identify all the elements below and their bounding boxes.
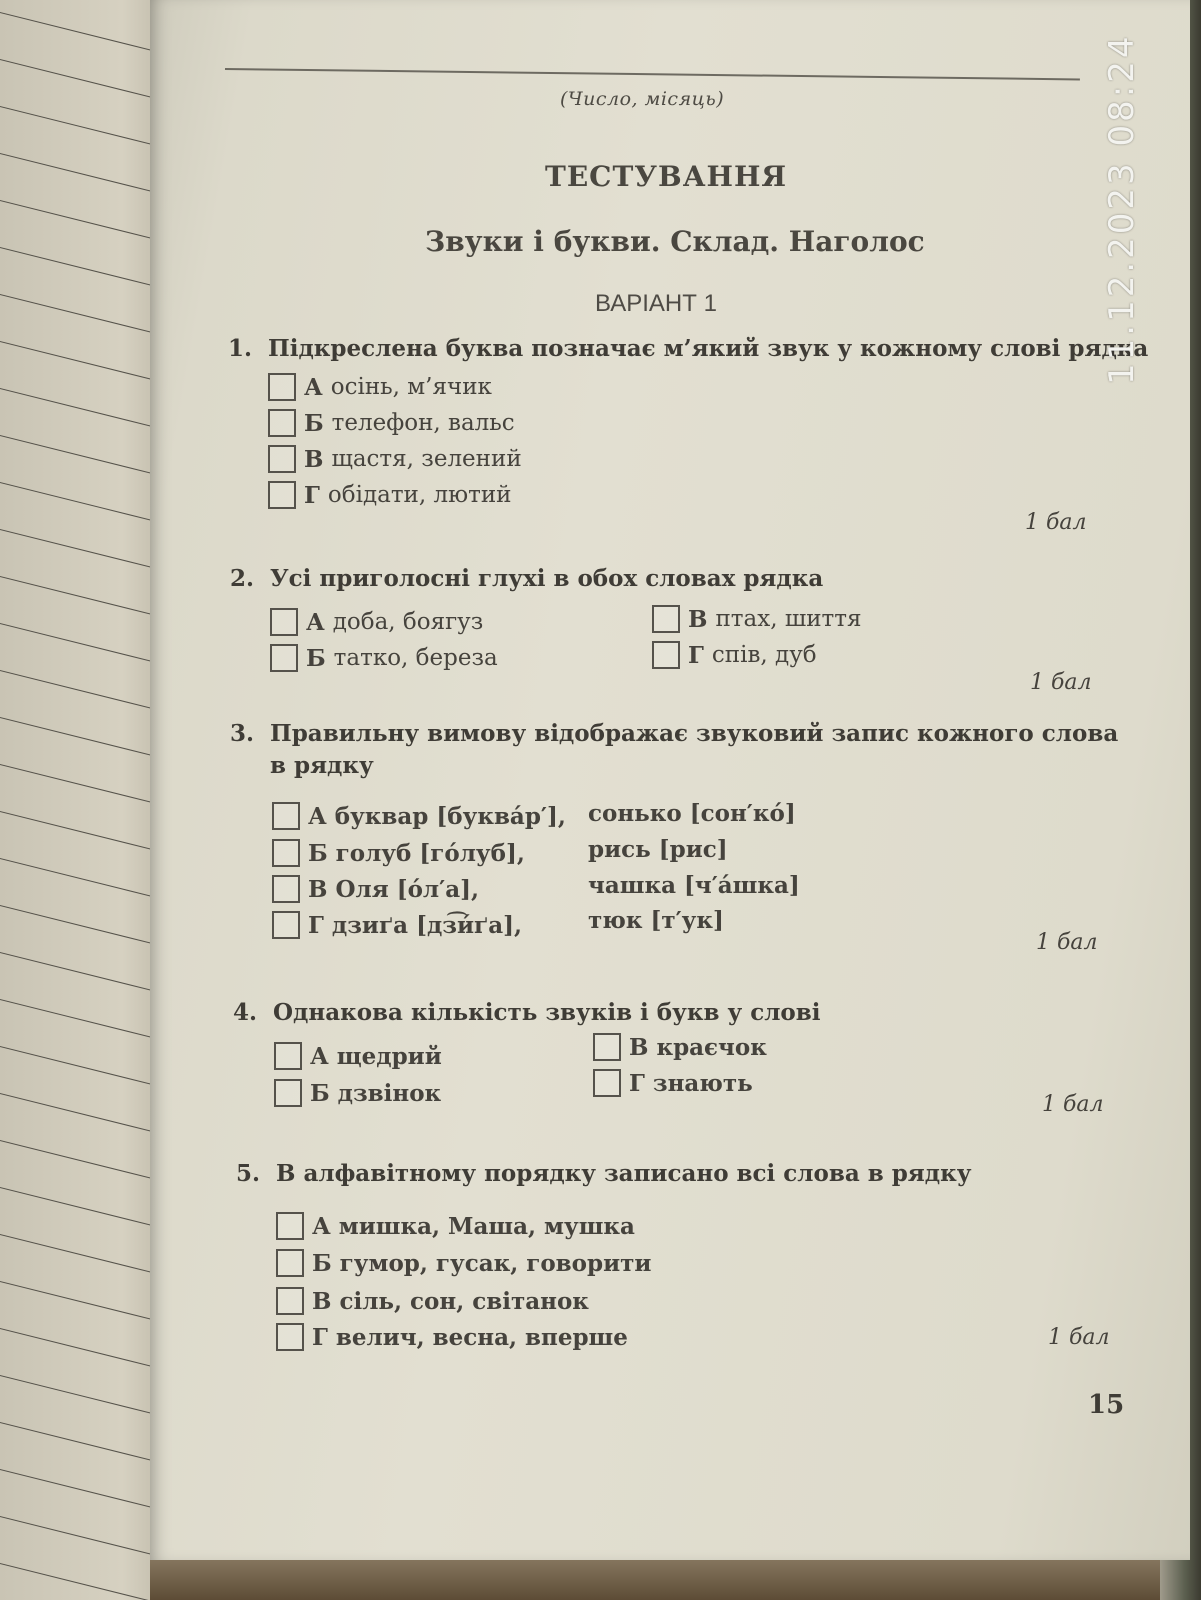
answer-checkbox[interactable] [272, 911, 300, 939]
notebook-rule-line [0, 623, 170, 666]
score-label: 1 бал [1030, 670, 1092, 695]
question-1 [228, 333, 1148, 365]
notebook-rule-line [0, 59, 170, 102]
option-letter: Г [629, 1069, 645, 1097]
option-text: осінь, м’ячик [330, 374, 492, 400]
notebook-rule-line [0, 12, 170, 55]
option-letter: А [310, 1042, 329, 1070]
option-letter: В [308, 875, 328, 903]
answer-checkbox[interactable] [272, 839, 300, 867]
notebook-rule-line [0, 1093, 170, 1136]
option-letter: Б [310, 1079, 330, 1107]
answer-checkbox[interactable] [276, 1323, 304, 1351]
notebook-rule-line [0, 1234, 170, 1277]
q4-option-b[interactable] [274, 1079, 441, 1107]
question-number: 5. [236, 1160, 261, 1187]
question-number: 2. [230, 565, 255, 592]
option-letter: В [312, 1287, 332, 1315]
score-label: 1 бал [1025, 510, 1087, 535]
answer-checkbox[interactable] [268, 373, 296, 401]
question-text: Правильну вимову відображає звуковий запис кожного слова [270, 720, 1119, 747]
answer-checkbox[interactable] [272, 875, 300, 903]
notebook-rule-line [0, 294, 170, 337]
q1-option-d[interactable] [268, 481, 512, 509]
question-text-cont: в рядку [270, 752, 374, 779]
answer-checkbox[interactable] [593, 1069, 621, 1097]
question-number: 4. [233, 999, 258, 1026]
answer-checkbox[interactable] [268, 481, 296, 509]
notebook-rule-line [0, 341, 170, 384]
q2-option-d[interactable] [652, 641, 817, 669]
option-letter: А [304, 373, 323, 401]
question-number: 3. [230, 720, 255, 747]
q4-option-c[interactable] [593, 1033, 767, 1061]
notebook-rule-line [0, 435, 170, 478]
q1-option-b[interactable] [268, 409, 515, 437]
notebook-rule-line [0, 1469, 170, 1512]
q3-option-c[interactable] [272, 875, 479, 903]
option-text: щедрий [336, 1042, 442, 1070]
q3-option-a-word2: сонько [сон′ко́] [588, 800, 796, 827]
option-text: знають [652, 1069, 753, 1097]
option-letter: В [304, 445, 324, 473]
option-letter: Б [308, 839, 328, 867]
option-letter: Г [304, 481, 320, 509]
page-subtitle: Звуки і букви. Склад. Наголос [425, 225, 925, 258]
q5-option-b[interactable] [276, 1249, 651, 1277]
q4-option-a[interactable] [274, 1042, 442, 1070]
notebook-rule-line [0, 106, 170, 149]
notebook-rule-line [0, 1281, 170, 1324]
q3-option-a[interactable] [272, 802, 566, 830]
option-letter: Б [312, 1249, 332, 1277]
notebook-rule-line [0, 1422, 170, 1465]
question-2 [230, 563, 823, 595]
option-text: гумор, гусак, говорити [339, 1249, 652, 1277]
notebook-rule-line [0, 952, 170, 995]
q3-option-b-word2: рись [рис] [588, 836, 728, 863]
notebook-rule-line [0, 764, 170, 807]
answer-checkbox[interactable] [276, 1249, 304, 1277]
option-text: обідати, лютий [327, 482, 512, 508]
answer-checkbox[interactable] [268, 445, 296, 473]
variant-label: ВАРІАНТ 1 [595, 290, 717, 317]
notebook-rule-line [0, 200, 170, 243]
notebook-rule-line [0, 858, 170, 901]
q5-option-c[interactable] [276, 1287, 589, 1315]
option-text: мишка, Маша, мушка [338, 1212, 635, 1240]
question-3 [230, 718, 1118, 782]
notebook-rule-line [0, 1187, 170, 1230]
score-label: 1 бал [1036, 930, 1098, 955]
page-number: 15 [1088, 1390, 1125, 1420]
notebook-rule-line [0, 670, 170, 713]
option-text: доба, боягуз [332, 609, 484, 635]
question-text: Підкреслена буква позначає м’який звук у кожному слові рядка [268, 335, 1149, 362]
option-text: телефон, вальс [331, 410, 515, 436]
q1-option-c[interactable] [268, 445, 522, 473]
option-text: велич, весна, вперше [335, 1323, 628, 1351]
answer-checkbox[interactable] [270, 608, 298, 636]
notebook-rule-line [0, 1328, 170, 1371]
question-number: 1. [228, 335, 253, 362]
notebook-rule-line [0, 388, 170, 431]
question-text: Однакова кількість звуків і букв у слові [273, 999, 821, 1026]
question-5 [236, 1158, 971, 1190]
notebook-rule-line [0, 529, 170, 572]
question-4 [233, 997, 820, 1029]
q3-option-d[interactable] [272, 911, 522, 939]
q4-option-d[interactable] [593, 1069, 753, 1097]
q3-option-b[interactable] [272, 839, 525, 867]
answer-checkbox[interactable] [268, 409, 296, 437]
option-text: Оля [о́л′а], [335, 875, 480, 903]
q3-option-c-word2: чашка [ч′а́шка] [588, 872, 800, 899]
option-letter: Г [312, 1323, 328, 1351]
notebook-rule-line [0, 1375, 170, 1418]
option-text: птах, шиття [715, 606, 862, 632]
option-text: дзвінок [337, 1079, 442, 1107]
q2-option-b[interactable] [270, 644, 498, 672]
notebook-rule-line [0, 247, 170, 290]
q1-option-a[interactable] [268, 373, 492, 401]
option-text: дзиґа [дз͡и́ґа], [331, 911, 523, 939]
q5-option-a[interactable] [276, 1212, 635, 1240]
answer-checkbox[interactable] [274, 1079, 302, 1107]
option-letter: Б [304, 409, 324, 437]
answer-checkbox[interactable] [276, 1212, 304, 1240]
notebook-rule-line [0, 1140, 170, 1183]
notebook-rule-line [0, 1046, 170, 1089]
option-letter: В [629, 1033, 649, 1061]
notebook-rule-line [0, 1516, 170, 1559]
answer-checkbox[interactable] [593, 1033, 621, 1061]
notebook-rule-line [0, 1563, 170, 1600]
option-text: голуб [го́луб], [335, 839, 525, 867]
notebook-rule-line [0, 999, 170, 1042]
date-caption: (Число, місяць) [560, 88, 725, 110]
answer-checkbox[interactable] [274, 1042, 302, 1070]
notebook-rule-line [0, 905, 170, 948]
score-label: 1 бал [1042, 1092, 1104, 1117]
facing-notebook-page [0, 0, 175, 1600]
option-letter: А [312, 1212, 331, 1240]
notebook-rule-line [0, 717, 170, 760]
notebook-rule-line [0, 811, 170, 854]
notebook-rule-line [0, 482, 170, 525]
answer-checkbox[interactable] [652, 605, 680, 633]
score-label: 1 бал [1048, 1325, 1110, 1350]
option-letter: Г [688, 641, 704, 669]
option-text: сіль, сон, світанок [339, 1287, 589, 1315]
option-text: татко, береза [333, 645, 498, 671]
option-letter: Б [306, 644, 326, 672]
photo-timestamp: 11.12.2023 08:24 [1102, 33, 1142, 385]
q3-option-d-word2: тюк [т′ук] [588, 907, 724, 934]
option-text: краєчок [656, 1033, 767, 1061]
q2-option-c[interactable] [652, 605, 861, 633]
page-title: ТЕСТУВАННЯ [545, 160, 788, 193]
notebook-rule-line [0, 153, 170, 196]
answer-checkbox[interactable] [272, 802, 300, 830]
option-text: щастя, зелений [331, 446, 522, 472]
option-text: буквар [буква́р′], [334, 802, 566, 830]
option-text: спів, дуб [711, 642, 817, 668]
table-surface [150, 1555, 1201, 1600]
option-letter: В [688, 605, 708, 633]
answer-checkbox[interactable] [270, 644, 298, 672]
option-letter: А [308, 802, 327, 830]
answer-checkbox[interactable] [276, 1287, 304, 1315]
notebook-rule-line [0, 576, 170, 619]
option-letter: А [306, 608, 325, 636]
answer-checkbox[interactable] [652, 641, 680, 669]
question-text: В алфавітному порядку записано всі слова в рядку [276, 1160, 972, 1187]
question-text: Усі приголосні глухі в обох словах рядка [270, 565, 824, 592]
q2-option-a[interactable] [270, 608, 483, 636]
option-letter: Г [308, 911, 324, 939]
q5-option-d[interactable] [276, 1323, 628, 1351]
